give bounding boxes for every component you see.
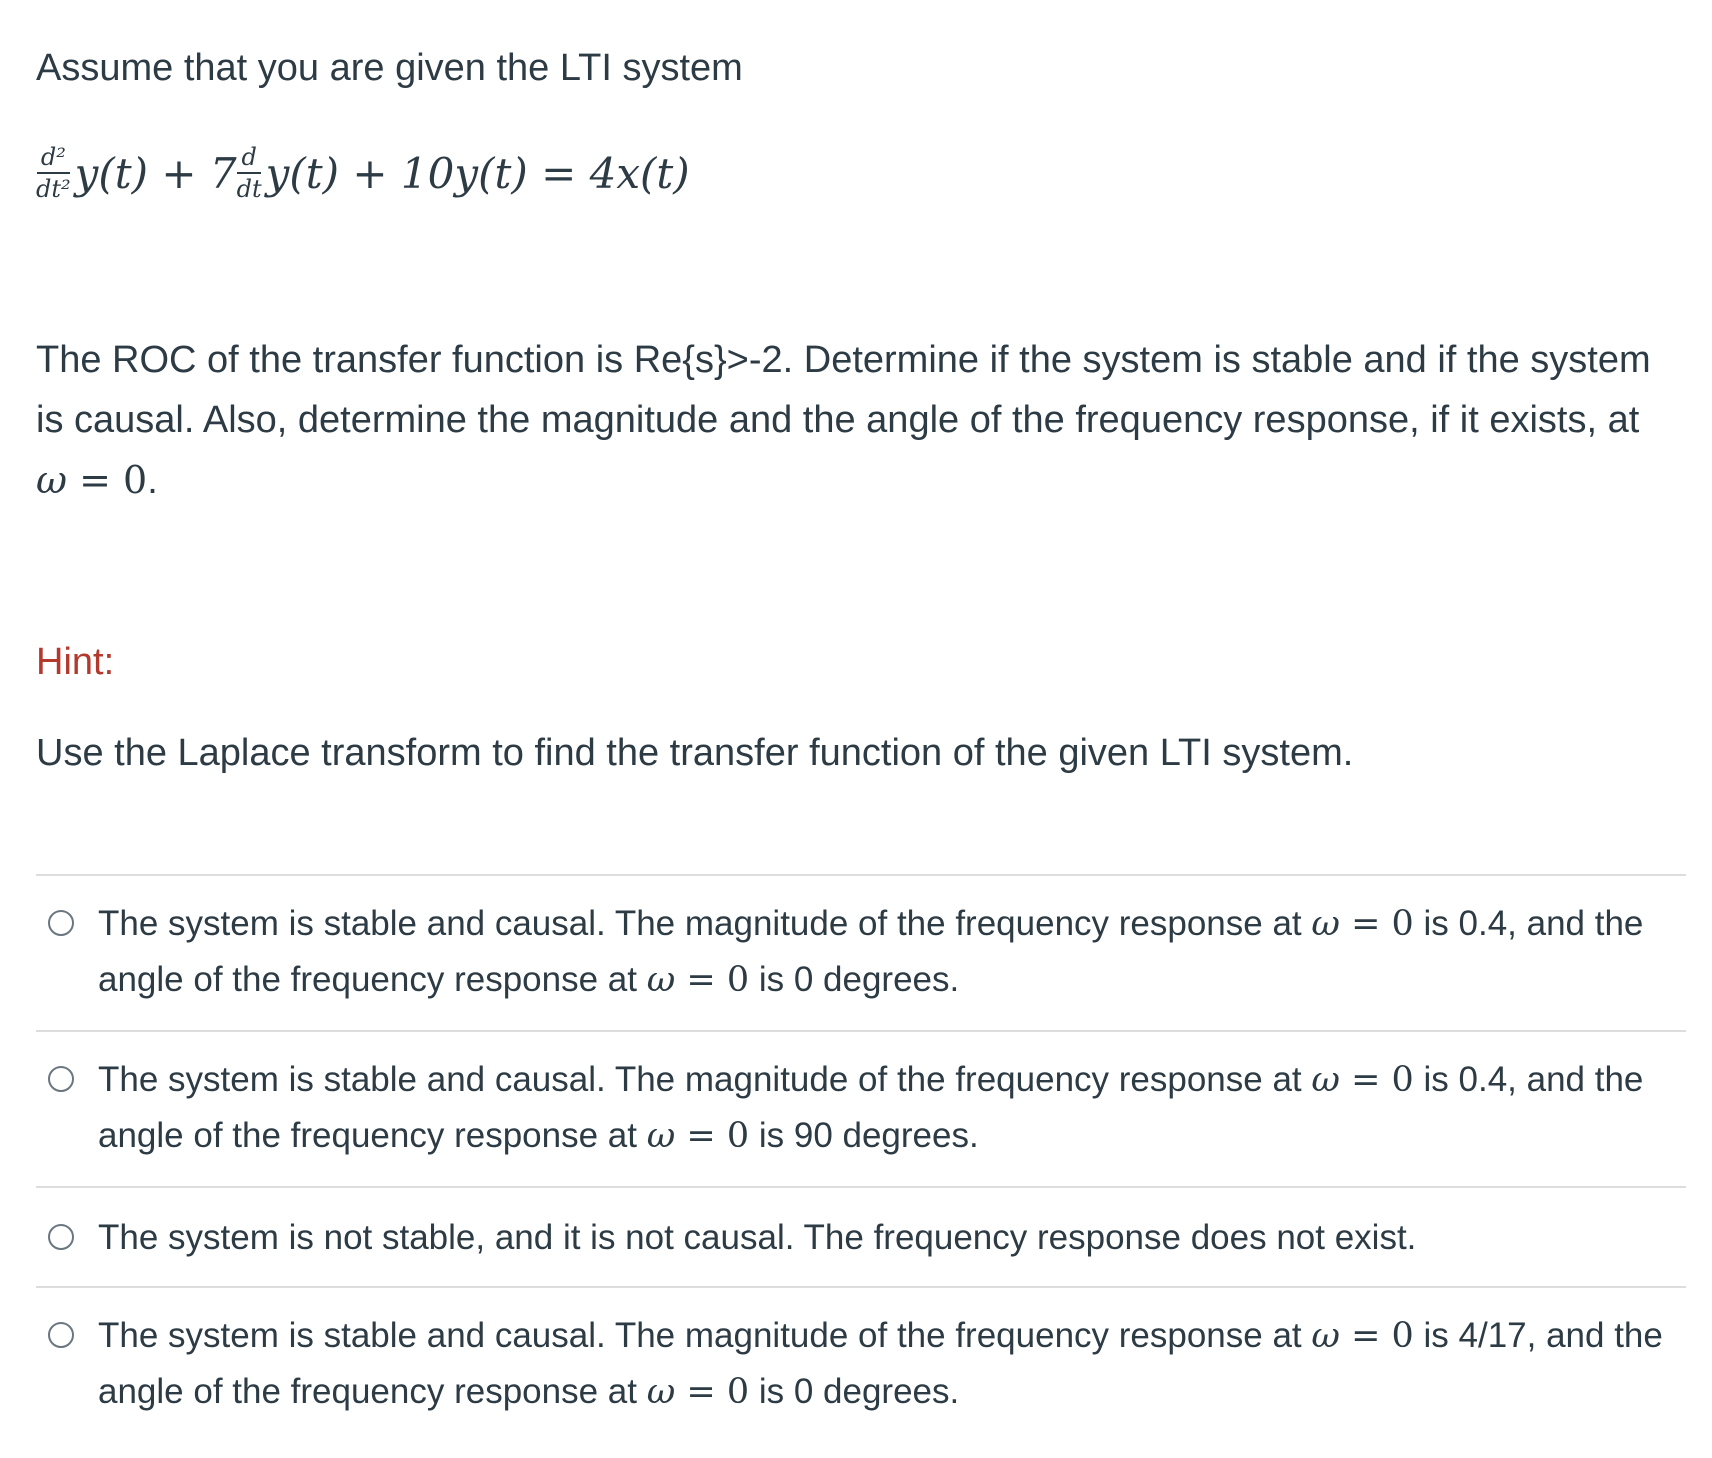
equation-term: y(t) + 10y(t) = 4x(t) bbox=[265, 148, 690, 198]
answer-option-4[interactable] bbox=[36, 1288, 1686, 1444]
answer-option-3[interactable] bbox=[36, 1188, 1686, 1288]
answer-text: The system is not stable, and it is not causal. The frequency response does not exist. bbox=[98, 1218, 1417, 1257]
question-text bbox=[36, 330, 1676, 511]
answer-text: The system is stable and causal. The magnitude of the frequency response at ω = 0 is 4/17, and the angle of the frequency response at ω = 0 is 0 degrees. bbox=[98, 1316, 1663, 1412]
omega-symbol: ω bbox=[36, 458, 67, 502]
radio-button[interactable] bbox=[48, 910, 74, 936]
intro-text: Assume that you are given the LTI system bbox=[36, 47, 743, 89]
hint-title: Hint: bbox=[36, 641, 115, 683]
omega-math bbox=[36, 458, 147, 502]
answer-option-2[interactable] bbox=[36, 1032, 1686, 1188]
radio-button[interactable] bbox=[48, 1066, 74, 1092]
radio-button[interactable] bbox=[48, 1224, 74, 1250]
equation-term: y(t) + 7 bbox=[74, 148, 237, 198]
differential-equation bbox=[36, 128, 690, 218]
radio-button[interactable] bbox=[48, 1322, 74, 1348]
hint-body: Use the Laplace transform to find the transfer function of the given LTI system. bbox=[36, 732, 1354, 774]
answer-list bbox=[36, 874, 1686, 1444]
omega-equals: = 0 bbox=[67, 458, 148, 502]
question-end: . bbox=[147, 460, 158, 502]
first-derivative-operator bbox=[237, 144, 262, 202]
frac-denominator: dt bbox=[236, 175, 262, 203]
answer-text: The system is stable and causal. The magnitude of the frequency response at ω = 0 is 0.4, and the angle of the frequency response at ω = 0 is 90 degrees. bbox=[98, 1060, 1644, 1156]
answer-option-1[interactable] bbox=[36, 876, 1686, 1032]
frac-denominator: dt² bbox=[36, 175, 71, 203]
frac-numerator: d bbox=[237, 144, 260, 174]
frac-numerator: d² bbox=[37, 144, 70, 174]
question-body: The ROC of the transfer function is Re{s}>-2. Determine if the system is stable and if the system is causal. Also, determine the magnitude and the angle of the frequency response, if it exists, at bbox=[36, 339, 1651, 441]
answer-text: The system is stable and causal. The magnitude of the frequency response at ω = 0 is 0.4, and the angle of the frequency response at ω = 0 is 0 degrees. bbox=[98, 904, 1644, 1000]
second-derivative-operator bbox=[36, 144, 71, 202]
